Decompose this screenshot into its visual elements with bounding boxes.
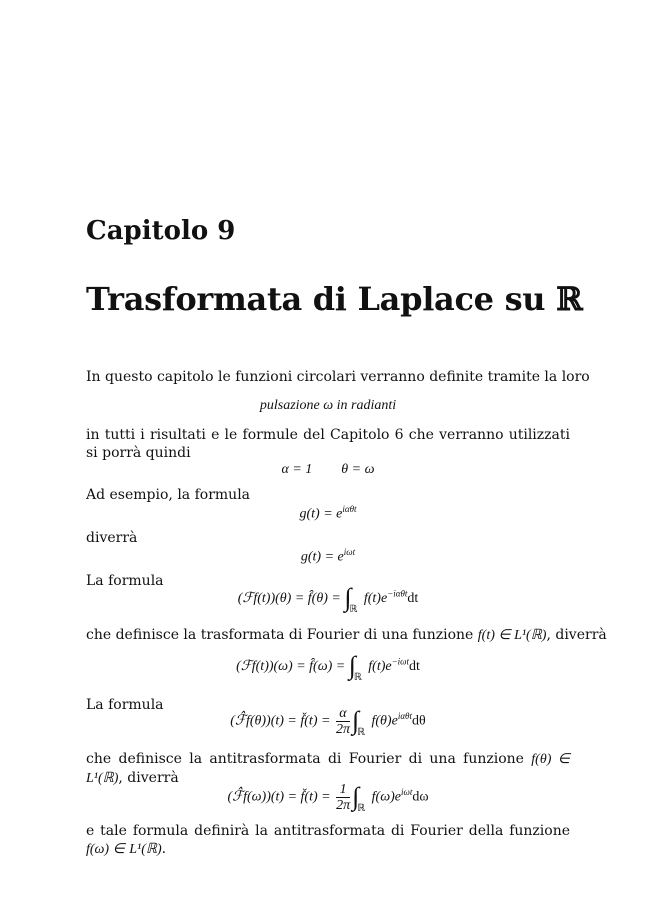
equation-g-omega: $g(t) = e^{i\omega t}$ [300, 547, 356, 565]
chapter-title: Trasformata di Laplace su ℝ [86, 280, 583, 318]
paragraph-formula-2: La formula [86, 697, 164, 713]
equation-fourier-omega: (ℱf(t))(ω) = f̂(ω) = $\int_ℝ$ $f(t)e^{-i\omega t}dt$ [236, 651, 420, 684]
integral-sign: ∫ [344, 583, 352, 612]
chapter-heading: Capitolo 9 [86, 216, 236, 246]
equation-alpha: α = 1 [281, 462, 313, 477]
fraction: $\frac{\alpha}{2\pi}$ [335, 706, 350, 737]
paragraph-conclusion: e tale formula definirà la antitrasformata di Fourier della funzione f(ω) ∈ L¹(ℝ). [86, 823, 570, 857]
paragraph-antifourier-def: che definisce la antitrasformata di Fourier di una funzione f(θ) ∈ L¹(ℝ), diverrà [86, 751, 570, 786]
equation-antifourier-omega: (ℱ̂f(ω))(t) = f̌(t) = $\frac{1}{2\pi}$ $\int_ℝ$ $f(\omega)e^{i\omega t}d\omega$ [227, 781, 429, 814]
equation-antifourier-theta: (ℱ̂f(θ))(t) = f̌(t) = $\frac{\alpha}{2\pi}$ $\int_ℝ$ $f(\theta)e^{i\alpha\theta t}d\theta$ [230, 705, 426, 738]
equation-g-alpha: $g(t) = e^{i\alpha\theta t}$ [299, 504, 357, 522]
fraction: $\frac{1}{2\pi}$ [336, 782, 351, 813]
page [86, 0, 607, 917]
paragraph-formula-1: La formula [86, 573, 164, 589]
emphasis-pulsation: pulsazione ω in radianti [259, 398, 397, 413]
paragraph-fourier-def: che definisce la trasformata di Fourier di una funzione f(t) ∈ L¹(ℝ), diverrà [86, 627, 607, 643]
integral-sign: ∫ [351, 705, 360, 735]
paragraph-becomes-1: diverrà [86, 530, 138, 546]
paragraph-example: Ad esempio, la formula [86, 487, 251, 503]
equation-theta: θ = ω [341, 462, 375, 477]
integral-sign: ∫ [352, 781, 360, 811]
equation-fourier-theta: (ℱf(t))(θ) = f̂(θ) = $\int_ℝ$ $f(t)e^{-i\alpha\theta t}dt$ [237, 583, 419, 616]
equation-alpha-theta [86, 462, 570, 478]
paragraph-results: in tutti i risultati e le formule del Capitolo 6 che verranno utilizzati si porrà quindi [86, 427, 570, 461]
integral-sign: ∫ [348, 651, 356, 680]
paragraph-intro: In questo capitolo le funzioni circolari verranno definite tramite la loro [86, 369, 590, 385]
